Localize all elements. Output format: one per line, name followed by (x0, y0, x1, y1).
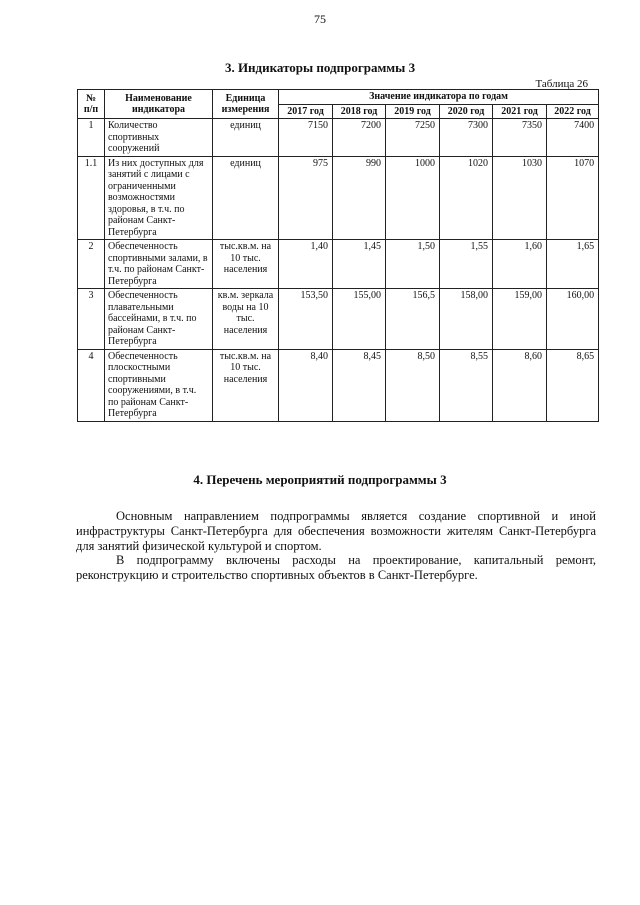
row-value: 1030 (493, 156, 547, 240)
row-value: 8,40 (279, 349, 333, 421)
header-num: № п/п (78, 90, 105, 119)
section-title-indicators: 3. Индикаторы подпрограммы 3 (224, 60, 416, 75)
row-num: 4 (78, 349, 105, 421)
row-value: 8,50 (386, 349, 440, 421)
row-value: 1,55 (440, 240, 493, 289)
row-value: 1020 (440, 156, 493, 240)
header-year: 2021 год (493, 104, 547, 119)
paragraph: В подпрограмму включены расходы на проектирование, капитальный ремонт, реконструкцию и строительство спортивных объектов в Санкт-Петербурге. (76, 552, 596, 582)
row-value: 153,50 (279, 289, 333, 350)
row-value: 155,00 (333, 289, 386, 350)
indicators-table (77, 89, 599, 422)
row-value: 8,60 (493, 349, 547, 421)
row-value: 1070 (547, 156, 599, 240)
section-title-activities: 4. Перечень мероприятий подпрограммы 3 (193, 472, 447, 487)
row-num: 3 (78, 289, 105, 350)
row-value: 1,45 (333, 240, 386, 289)
header-year: 2017 год (279, 104, 333, 119)
row-value: 8,55 (440, 349, 493, 421)
header-year: 2018 год (333, 104, 386, 119)
row-name: Обеспеченность плоскостными спортивными сооружениями, в т.ч. по районам Санкт-Петербурга (105, 349, 213, 421)
row-unit: единиц (213, 156, 279, 240)
row-value: 156,5 (386, 289, 440, 350)
row-value: 975 (279, 156, 333, 240)
row-value: 7200 (333, 119, 386, 157)
row-value: 7300 (440, 119, 493, 157)
row-value: 7400 (547, 119, 599, 157)
row-value: 159,00 (493, 289, 547, 350)
header-unit: Единица измерения (213, 90, 279, 119)
table-header-row (78, 90, 599, 105)
page-number: 75 (314, 12, 326, 26)
row-value: 7350 (493, 119, 547, 157)
row-value: 158,00 (440, 289, 493, 350)
table-row (78, 156, 599, 240)
row-value: 8,45 (333, 349, 386, 421)
row-value: 1,40 (279, 240, 333, 289)
header-year: 2020 год (440, 104, 493, 119)
table-row (78, 349, 599, 421)
header-name: Наименование индикатора (105, 90, 213, 119)
row-value: 1,50 (386, 240, 440, 289)
row-name: Обеспеченность плавательными бассейнами, в т.ч. по районам Санкт-Петербурга (105, 289, 213, 350)
header-values-group: Значение индикатора по годам (279, 90, 599, 105)
row-unit: кв.м. зеркала воды на 10 тыс. населения (213, 289, 279, 350)
paragraph: Основным направлением подпрограммы является создание спортивной и иной инфраструктуры Санкт-Петербурга для обеспечения возможности жителям Санкт-Петербурга для занятий физической культурой и спортом. (76, 508, 596, 553)
row-value: 8,65 (547, 349, 599, 421)
row-value: 7250 (386, 119, 440, 157)
row-name: Из них доступных для занятий с лицами с ограниченными возможностями здоровья, в т.ч. по районам Санкт-Петербурга (105, 156, 213, 240)
row-value: 7150 (279, 119, 333, 157)
row-unit: тыс.кв.м. на 10 тыс. населения (213, 349, 279, 421)
row-value: 160,00 (547, 289, 599, 350)
table-row (78, 240, 599, 289)
row-num: 1 (78, 119, 105, 157)
header-year: 2022 год (547, 104, 599, 119)
header-year: 2019 год (386, 104, 440, 119)
row-num: 2 (78, 240, 105, 289)
row-unit: тыс.кв.м. на 10 тыс. населения (213, 240, 279, 289)
row-value: 1000 (386, 156, 440, 240)
table-row (78, 119, 599, 157)
table-caption: Таблица 26 (535, 78, 588, 90)
row-value: 1,65 (547, 240, 599, 289)
row-value: 1,60 (493, 240, 547, 289)
row-num: 1.1 (78, 156, 105, 240)
row-unit: единиц (213, 119, 279, 157)
row-name: Количество спортивных сооружений (105, 119, 213, 157)
row-value: 990 (333, 156, 386, 240)
table-row (78, 289, 599, 350)
row-name: Обеспеченность спортивными залами, в т.ч. по районам Санкт-Петербурга (105, 240, 213, 289)
